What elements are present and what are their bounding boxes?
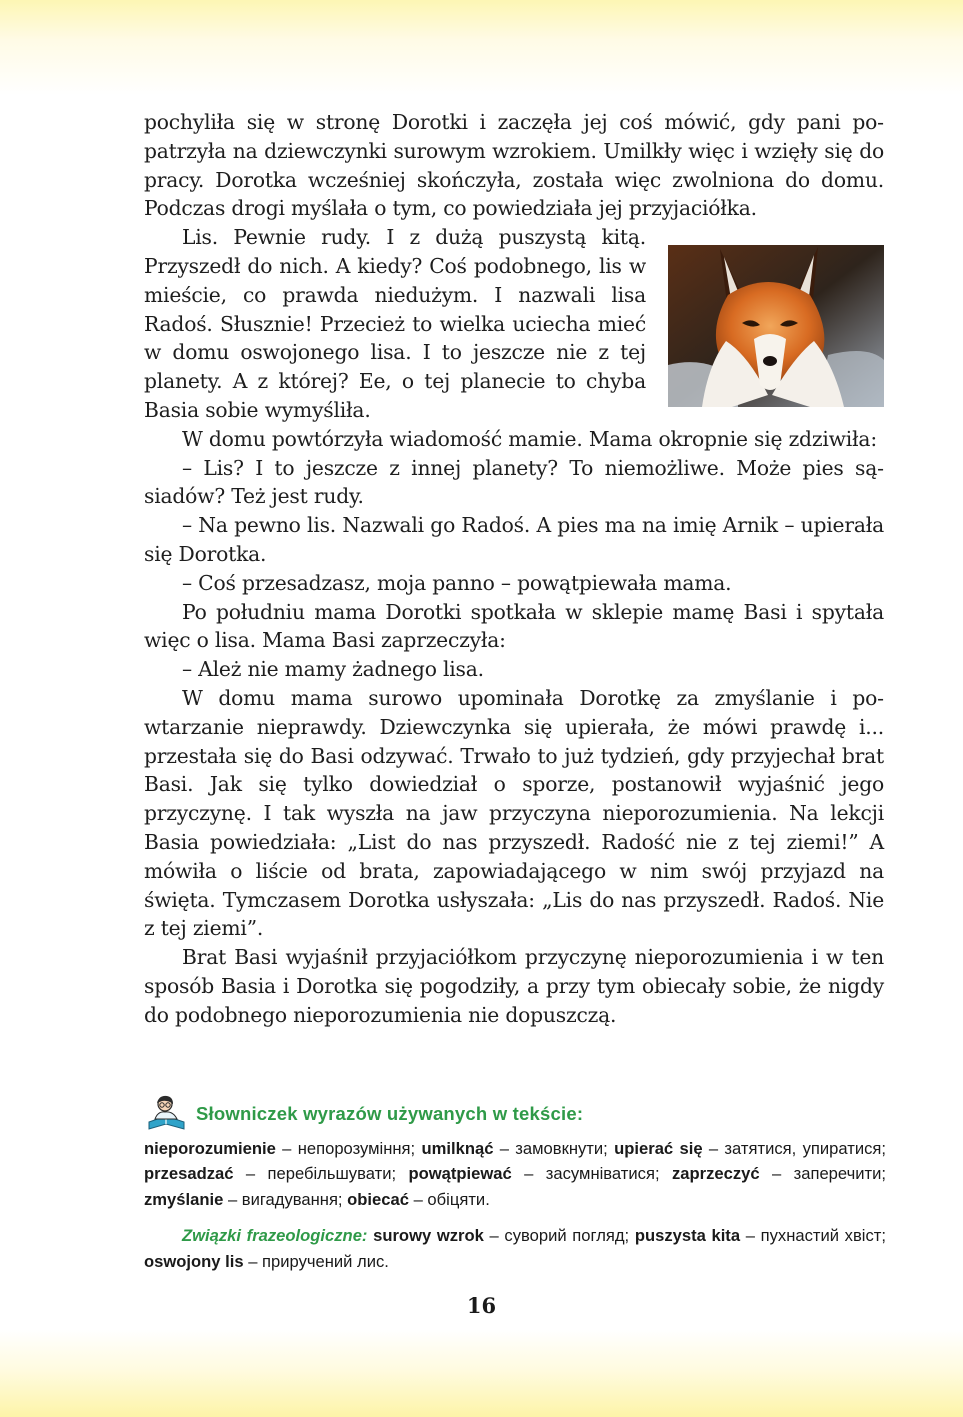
glossary-term: upierać się (614, 1139, 703, 1158)
glossary-term: zaprzeczyć (671, 1164, 760, 1184)
phrase-translation: – суворий погляд; (483, 1226, 635, 1246)
paragraph: Po południu mama Dorotki spotkała w sklepie mamę Basi i spytała więc o lisa. Mama Basi zaprzeczyła: (144, 599, 884, 653)
story-text (144, 108, 884, 1030)
dialogue-line: – Ależ nie mamy żadnego lisa. (182, 657, 484, 682)
phrase-term: surowy wzrok (373, 1226, 484, 1246)
phrases-section (144, 1223, 886, 1274)
glossary-translation: – засумніватися; (511, 1164, 672, 1184)
phrases-label: Związki frazeologiczne: (182, 1226, 368, 1246)
glossary-term: zmyślanie (144, 1189, 224, 1209)
glossary-translation: – заперечити; (759, 1164, 886, 1184)
phrase-translation: – приручений лис. (243, 1251, 389, 1271)
paragraph: Brat Basi wyjaśnił przyjaciółkom przyczynę nieporozumienia i w ten sposób Basia i Dorotka się pogodziły, a przy tym obiecały sobie, że nigdy do podobnego nieporozumienia nie dopuszczą. (144, 945, 884, 1027)
dialogue-line: – Na pewno lis. Nazwali go Radoś. A pies ma na imię Arnik – upierała się Dorotka. (144, 513, 884, 566)
paragraph: pochyliła się w stronę Dorotki i zaczęła jej coś mówić, gdy pani popatrzyła na dziewczynki surowym wzrokiem. Umilkły więc i wzięły się do pracy. Dorotka wcześniej skończyła, została więc zwolniona do domu. Podczas drogi myślała o tym, co powiedziała jej przyjaciółka. (144, 110, 884, 221)
reading-student-icon (146, 1092, 188, 1132)
fox-illustration (668, 245, 884, 407)
glossary-term: powątpiewać (408, 1164, 512, 1184)
page-number: 16 (466, 1293, 497, 1318)
dialogue-line: – Lis? I to jeszcze z innej planety? To niemożliwe. Może pies sąsiadów? Też jest rudy. (144, 455, 884, 509)
glossary-title: Słowniczek wyrazów używanych w tekście: (196, 1103, 584, 1124)
glossary-term: obiecać (347, 1189, 409, 1209)
phrase-translation: – пухнастий хвіст; (740, 1226, 886, 1246)
glossary-term: nieporozumienie (144, 1139, 276, 1158)
fox-photo-icon (668, 245, 884, 407)
dialogue-line: – Coś przesadzasz, moja panno – powątpiewała mama. (182, 570, 732, 595)
glossary-translation: – перебільшувати; (233, 1164, 409, 1184)
paragraph: Lis. Pewnie rudy. I z dużą puszystą kitą. Przyszedł do nich. A kiedy? Coś podobnego, lis w mieście, co prawda niedużym. I nazwali lisa Radoś. Słusznie! Przecież to wielka uciecha mieć w domu oswojonego lisa. I to jeszcze nie z tej planety. A z której? Ee, o tej planecie to chyba Basia sobie wymyśliła. (144, 225, 646, 422)
glossary-translation: – затятися, упиратися; (702, 1139, 886, 1158)
paragraph: W domu mama surowo upominała Dorotkę za zmyślanie i powtarzanie nieprawdy. Dziewczynka się upierała, że mówi prawdę i... przestała się do Basi odzywać. Trwało to już tydzień, gdy przyjechał brat Basi. Jak się tylko dowiedział o sporze, postanowił wyjaśnić jego przyczynę. I tak wyszła na jaw przyczyna nieporozumienia. Na lekcji Basia powiedziała: „List do nas przyszedł. Radość nie z tej ziemi!” A mówiła o liście od brata, zapowiadającego w nim swój przyjazd na święta. Tymczasem Dorotka usłyszała: „Lis do nas przyszedł. Radoś. Nie z tej ziemi”. (144, 685, 884, 941)
glossary-term: przesadzać (144, 1164, 234, 1184)
glossary-body (144, 1136, 886, 1274)
paragraph: W domu powtórzyła wiadomość mamie. Mama okropnie się zdziwiła: (182, 426, 877, 451)
glossary-translation: – обіцяти. (408, 1189, 490, 1209)
glossary-entries (144, 1136, 886, 1212)
glossary-translation: – непорозуміння; (275, 1139, 422, 1158)
glossary-translation: – замовкнути; (493, 1139, 615, 1158)
glossary-translation: – вигадування; (223, 1189, 348, 1209)
phrase-term: puszysta kita (634, 1226, 741, 1246)
phrase-term: oswojony lis (144, 1251, 244, 1271)
glossary-header (146, 1092, 886, 1136)
glossary-term: umilknąć (421, 1139, 494, 1158)
